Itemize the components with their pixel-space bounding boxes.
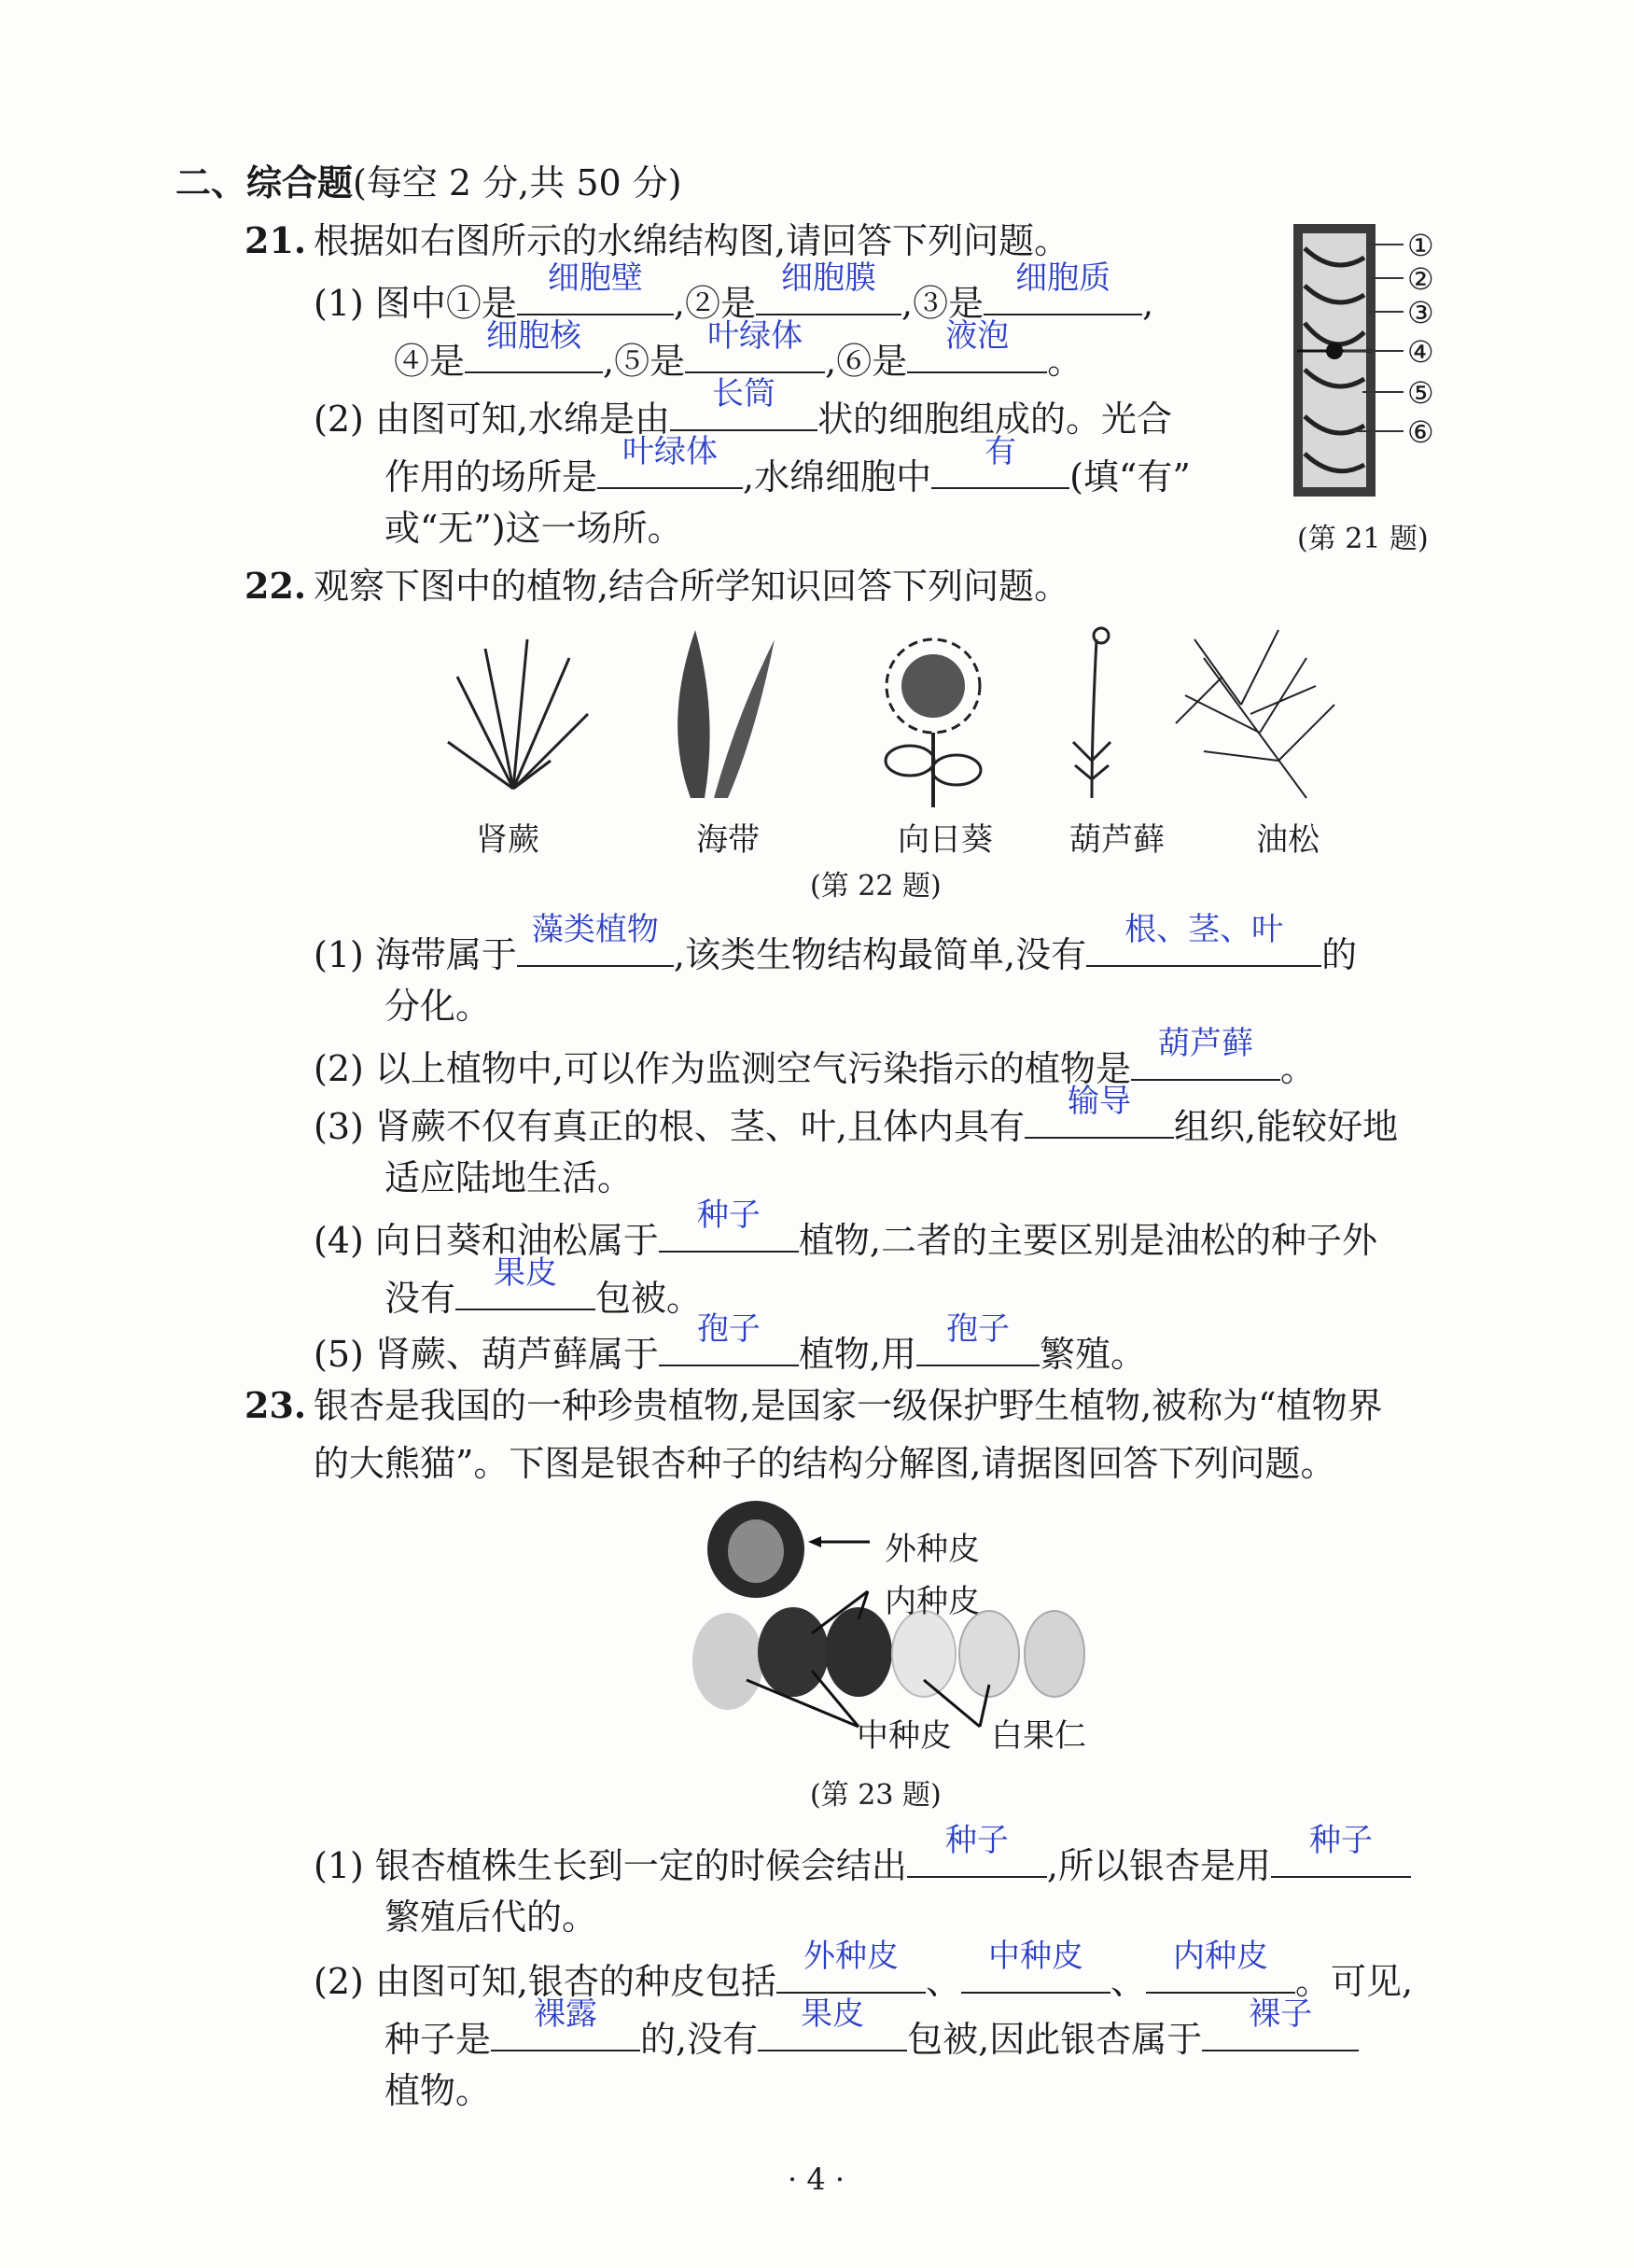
q21-blank-6[interactable] <box>907 317 1047 373</box>
q22-blank-7[interactable] <box>659 1310 799 1366</box>
q23-text: 、 <box>1110 1961 1147 2002</box>
answer: 细胞膜 <box>781 259 877 297</box>
q21-marker-5: ⑤ <box>1407 375 1434 411</box>
moss-illustration <box>1073 628 1110 798</box>
q23-caption: (第 23 题) <box>810 1779 942 1812</box>
q21-p2-text: (填“有” <box>1069 456 1191 497</box>
answer: 裸子 <box>1249 1995 1313 2033</box>
answer: 孢子 <box>696 1310 761 1348</box>
answer: 果皮 <box>494 1254 558 1292</box>
q22-stem: 观察下图中的植物,结合所学知识回答下列问题。 <box>314 566 1070 607</box>
q21-marker-4: ④ <box>1407 334 1434 370</box>
answer: 细胞核 <box>486 317 582 355</box>
answer: 长筒 <box>712 375 775 413</box>
q22-text: 繁殖。 <box>1040 1334 1147 1375</box>
q21-p1-text: ,⑥是 <box>825 341 908 382</box>
q23-text: (1) 银杏植株生长到一定的时候会结出 <box>314 1845 907 1886</box>
plants-figure <box>439 621 1353 807</box>
answer: 裸露 <box>534 1995 598 2033</box>
q22-s3-line1 <box>314 1083 1399 1151</box>
q21-p1-text: ④是 <box>394 341 466 382</box>
q22-text: (2) 以上植物中,可以作为监测空气污染指示的植物是 <box>314 1048 1131 1089</box>
q22-blank-8[interactable] <box>916 1310 1040 1366</box>
answer: 细胞质 <box>1015 259 1111 297</box>
q21-p1-text: ,③是 <box>901 283 985 324</box>
q23-blank-6[interactable] <box>491 1995 640 2051</box>
q22-text: 适应陆地生活。 <box>384 1157 634 1198</box>
q22-s3-line2 <box>384 1154 633 1202</box>
q22-text: ,该类生物结构最简单,没有 <box>673 934 1087 975</box>
q21-blank-2[interactable] <box>756 259 901 315</box>
plant-label-pine: 油松 <box>1256 821 1320 859</box>
q23-stem-2: 的大熊猫”。下图是银杏种子的结构分解图,请据图回答下列问题。 <box>314 1443 1336 1484</box>
answer: 根、茎、叶 <box>1124 911 1284 948</box>
q21-stem: 根据如右图所示的水绵结构图,请回答下列问题。 <box>314 220 1070 261</box>
q22-s4-line2 <box>384 1254 703 1323</box>
q23-text: 包被,因此银杏属于 <box>907 2019 1203 2060</box>
answer: 种子 <box>944 1822 1009 1859</box>
q23-text: 、 <box>926 1961 962 2002</box>
plant-label-kelp: 海带 <box>696 821 760 859</box>
q23-text: 的,没有 <box>640 2019 759 2060</box>
answer: 藻类植物 <box>531 911 659 948</box>
q22-text: 。 <box>1280 1048 1317 1089</box>
answer: 有 <box>985 433 1017 470</box>
q22-blank-1[interactable] <box>517 911 674 967</box>
q22-blank-5[interactable] <box>659 1197 799 1253</box>
q21-part2-line2 <box>384 433 1191 501</box>
q23-stem-line2 <box>314 1439 1336 1488</box>
q21-blank-3[interactable] <box>984 259 1142 315</box>
q22-text: 植物,用 <box>798 1334 917 1375</box>
q23-blank-4[interactable] <box>961 1938 1110 1994</box>
q21-p1-text: ,⑤是 <box>603 341 686 382</box>
ginkgo-label-kernel: 白果仁 <box>991 1717 1086 1755</box>
q23-text: (2) 由图可知,银杏的种皮包括 <box>314 1961 776 2002</box>
q21-blank-1[interactable] <box>517 259 674 315</box>
q21-marker-1: ① <box>1407 228 1434 263</box>
q21-p1-text: , <box>1142 283 1154 324</box>
fern-illustration <box>448 639 588 789</box>
q23-blank-2[interactable] <box>1271 1822 1411 1878</box>
q22-text: 没有 <box>384 1278 456 1319</box>
q22-text: 包被。 <box>595 1278 703 1319</box>
q21-marker-6: ⑥ <box>1407 414 1434 450</box>
q22-text: 分化。 <box>384 986 492 1027</box>
q23-blank-7[interactable] <box>758 1995 907 2051</box>
q21-blank-8[interactable] <box>597 433 743 489</box>
q22-text: (3) 肾蕨不仅有真正的根、茎、叶,且体内具有 <box>314 1106 1025 1147</box>
q21-p1-text: 。 <box>1047 341 1083 382</box>
q22-text: 组织,能较好地 <box>1174 1106 1399 1147</box>
q21-p2-text: (2) 由图可知,水绵是由 <box>314 399 670 440</box>
q23-text: 种子是 <box>384 2019 492 2060</box>
q22-text: (4) 向日葵和油松属于 <box>314 1220 659 1261</box>
q21-marker-3: ③ <box>1407 295 1434 330</box>
q23-stem-line1 <box>244 1381 1383 1430</box>
q23-blank-3[interactable] <box>776 1938 926 1994</box>
q23-s1-line2 <box>384 1893 597 1941</box>
q22-blank-6[interactable] <box>455 1254 595 1310</box>
q21-p2-text: 或“无”)这一场所。 <box>384 508 683 549</box>
q23-blank-1[interactable] <box>907 1822 1047 1878</box>
answer: 细胞壁 <box>547 259 643 297</box>
q21-p2-text: 作用的场所是 <box>384 456 598 497</box>
q23-blank-5[interactable] <box>1146 1938 1295 1994</box>
q23-s1-line1 <box>314 1822 1411 1890</box>
answer: 液泡 <box>945 317 1010 355</box>
q22-text: (5) 肾蕨、葫芦藓属于 <box>314 1334 659 1375</box>
answer: 内种皮 <box>1173 1938 1269 1975</box>
q21-blank-4[interactable] <box>465 317 603 373</box>
q23-s2-line3 <box>384 2066 491 2115</box>
q22-s1-line1 <box>314 911 1358 979</box>
q22-s5-line <box>314 1310 1147 1379</box>
ginkgo-label-outer-coat: 外种皮 <box>885 1531 980 1568</box>
q23-blank-8[interactable] <box>1202 1995 1359 2051</box>
q21-part2-line3 <box>384 504 683 553</box>
q21-blank-5[interactable] <box>685 317 825 373</box>
answer: 外种皮 <box>803 1938 899 1975</box>
plant-label-moss: 葫芦藓 <box>1069 821 1165 859</box>
q23-text: 。可见, <box>1295 1961 1414 2002</box>
q22-text: 的 <box>1321 934 1358 975</box>
sunflower-illustration <box>886 639 981 807</box>
section-note: (每空 2 分,共 50 分) <box>353 162 682 203</box>
q22-number: 22. <box>244 565 307 607</box>
q21-marker-2: ② <box>1407 261 1434 297</box>
q23-s2-line2 <box>384 1995 1359 2064</box>
q23-text: 植物。 <box>384 2070 492 2111</box>
q21-stem-line <box>244 217 1069 265</box>
q21-blank-9[interactable] <box>931 433 1069 489</box>
kelp-illustration <box>677 630 709 798</box>
answer: 种子 <box>1309 1822 1374 1859</box>
q23-stem-1: 银杏是我国的一种珍贵植物,是国家一级保护野生植物,被称为“植物界 <box>314 1385 1383 1426</box>
page-number: · 4 · <box>788 2162 845 2197</box>
q21-caption: (第 21 题) <box>1297 523 1429 555</box>
answer: 种子 <box>696 1197 761 1234</box>
answer: 中种皮 <box>988 1938 1084 1975</box>
q22-s1-line2 <box>384 982 491 1030</box>
answer: 叶绿体 <box>622 433 719 470</box>
q22-blank-2[interactable] <box>1086 911 1321 967</box>
q21-blank-7[interactable] <box>670 375 817 431</box>
q21-number: 21. <box>244 219 307 261</box>
ginkgo-label-inner-coat: 内种皮 <box>885 1583 980 1620</box>
q21-p2-text: 状的细胞组成的。光合 <box>817 399 1173 440</box>
q23-text: 繁殖后代的。 <box>384 1897 598 1938</box>
q22-stem-line <box>244 562 1069 610</box>
q22-blank-4[interactable] <box>1025 1083 1174 1139</box>
section-heading <box>175 159 682 207</box>
q22-caption: (第 22 题) <box>810 870 942 903</box>
answer: 葫芦藓 <box>1158 1025 1253 1062</box>
section-title: 二、综合题 <box>175 161 354 203</box>
answer: 孢子 <box>946 1310 1011 1348</box>
q21-p1-text: ,②是 <box>673 283 757 324</box>
answer: 输导 <box>1068 1083 1131 1120</box>
q23-number: 23. <box>244 1384 307 1426</box>
plant-label-fern: 肾蕨 <box>476 821 539 859</box>
plant-label-sunflower: 向日葵 <box>898 821 993 859</box>
q21-p1-text: (1) 图中①是 <box>314 283 517 324</box>
answer: 叶绿体 <box>707 317 803 355</box>
q21-p2-text: ,水绵细胞中 <box>743 456 932 497</box>
q23-text: ,所以银杏是用 <box>1046 1845 1272 1886</box>
ginkgo-label-middle-coat: 中种皮 <box>857 1717 952 1755</box>
q22-text: 植物,二者的主要区别是油松的种子外 <box>798 1220 1378 1261</box>
pine-illustration <box>1176 630 1334 798</box>
q22-blank-3[interactable] <box>1131 1025 1280 1081</box>
answer: 果皮 <box>801 1995 865 2033</box>
q22-text: (1) 海带属于 <box>314 934 517 975</box>
